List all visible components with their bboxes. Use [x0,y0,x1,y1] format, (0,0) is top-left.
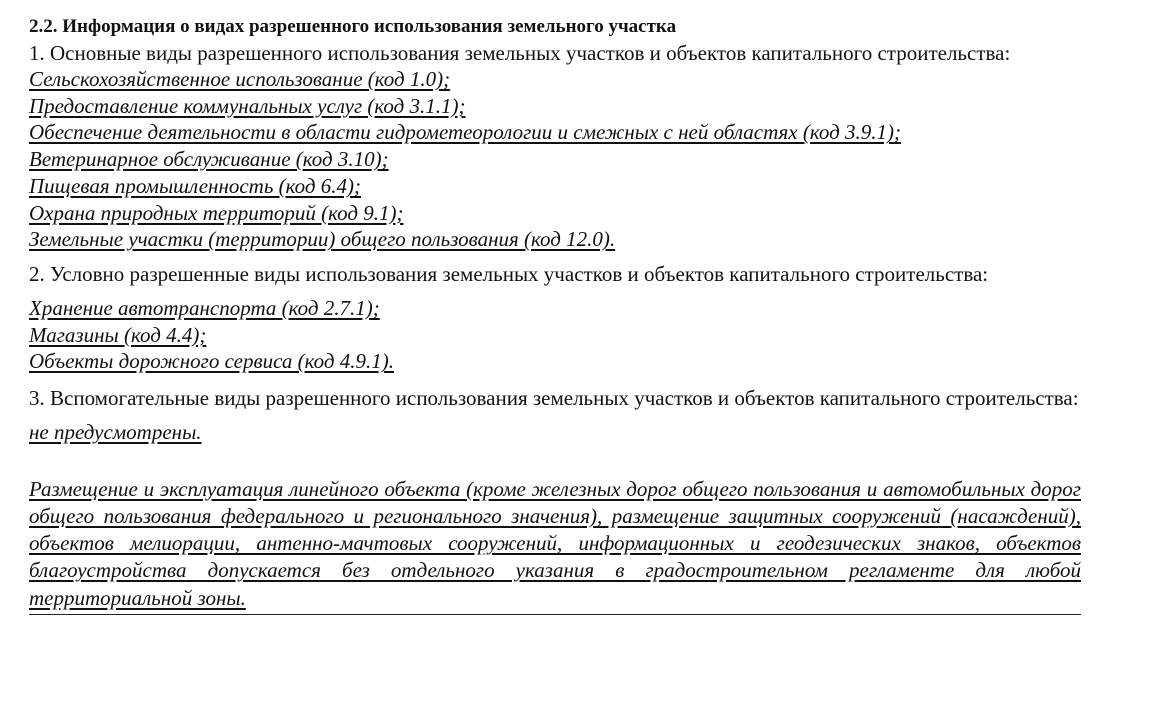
bottom-rule [29,614,1081,615]
list-item: Пищевая промышленность (код 6.4); [29,173,362,198]
conditional-uses-intro: 2. Условно разрешенные виды использования земельных участков и объектов капитального строительства: [29,261,989,286]
list-item: не предусмотрены. [29,420,202,445]
list-item: Ветеринарное обслуживание (код 3.10); [29,147,389,172]
list-item: Обеспечение деятельности в области гидрометеорологии и смежных с ней областях (код 3.9.1); [29,120,901,145]
list-item: Сельскохозяйственное использование (код 1.0); [29,67,451,91]
conditional-uses-list [29,295,1081,375]
list-item: Земельные участки (территории) общего пользования (код 12.0). [29,227,616,252]
list-item: Предоставление коммунальных услуг (код 3.1.1); [29,93,466,118]
auxiliary-uses-list [29,419,1081,446]
document-page [29,14,1081,615]
main-uses-list [29,66,1081,253]
auxiliary-uses-intro: 3. Вспомогательные виды разрешенного использования земельных участков и объектов капитального строительства: [29,386,1079,411]
linear-objects-note: Размещение и эксплуатация линейного объекта (кроме железных дорог общего пользования и автомобильных дорог общего пользования федерального и регионального значения), размещение защитных сооружений (насаждений), объектов мелиорации, антенно-мачтовых сооружений, информационных и геодезических знаков, объектов благоустройства допускается без отдельного указания в градостроительном регламенте для любой территориальной зоны. [29,476,1081,610]
list-item: Объекты дорожного сервиса (код 4.9.1). [29,349,394,374]
list-item: Хранение автотранспорта (код 2.7.1); [29,295,380,320]
section-title: 2.2. Информация о видах разрешенного использования земельного участка [29,16,677,37]
list-item: Магазины (код 4.4); [29,322,207,347]
main-uses-intro: 1. Основные виды разрешенного использования земельных участков и объектов капитального строительства: [29,41,1011,65]
list-item: Охрана природных территорий (код 9.1); [29,200,404,225]
